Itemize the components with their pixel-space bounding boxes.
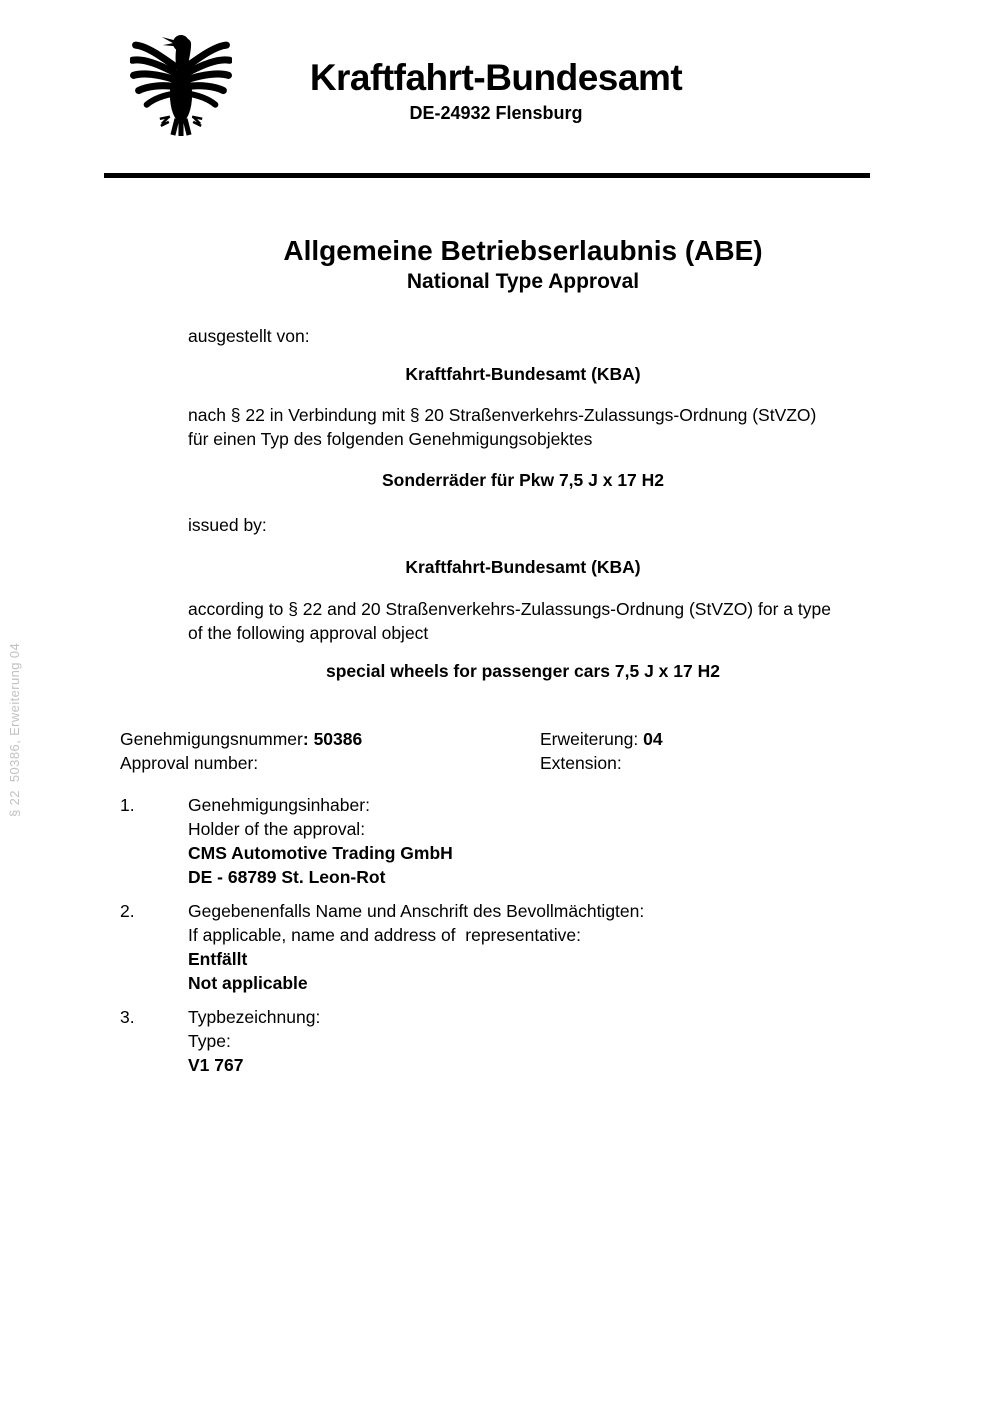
issuer-name-en: Kraftfahrt-Bundesamt (KBA): [405, 557, 641, 577]
federal-eagle-icon: [130, 32, 232, 140]
extension-label-en: Extension:: [540, 753, 622, 773]
agency-name: Kraftfahrt-Bundesamt: [309, 57, 683, 98]
vertical-reference-text: § 22 50386, Erweiterung 04: [7, 642, 22, 817]
item-number: 3.: [120, 1007, 135, 1027]
approval-object-de: Sonderräder für Pkw 7,5 J x 17 H2: [381, 470, 665, 490]
item-label-en: Holder of the approval:: [188, 819, 366, 839]
extension-line: [540, 727, 663, 751]
legal-basis-de-line2: für einen Typ des folgenden Genehmigungsobjektes: [188, 429, 593, 449]
item-label-en: If applicable, name and address of representative:: [188, 925, 582, 945]
approval-number-line: [120, 727, 362, 751]
header-text-block: [246, 57, 746, 124]
agency-location: DE-24932 Flensburg: [409, 103, 583, 123]
issuer-name-de: Kraftfahrt-Bundesamt (KBA): [405, 364, 641, 384]
item-value: Entfällt: [188, 949, 248, 969]
approval-number-block: [120, 727, 362, 775]
legal-basis-en: [188, 597, 831, 645]
item-number: 1.: [120, 795, 135, 815]
legal-basis-en-line1: according to § 22 and 20 Straßenverkehrs-Zulassungs-Ordnung (StVZO) for a type: [188, 599, 831, 619]
legal-basis-de: [188, 403, 816, 451]
extension-value: 04: [643, 729, 663, 749]
item-label-de: Genehmigungsinhaber:: [188, 795, 370, 815]
item-value: Not applicable: [188, 973, 308, 993]
issued-by-label-de: ausgestellt von:: [188, 326, 310, 346]
item-label-de: Typbezeichnung:: [188, 1007, 321, 1027]
approval-number-value: : 50386: [302, 729, 363, 749]
approval-number-label-en: Approval number:: [120, 753, 259, 773]
item-label-de: Gegebenenfalls Name und Anschrift des Bevollmächtigten:: [188, 901, 645, 921]
item-value: V1 767: [188, 1055, 244, 1075]
legal-basis-de-line1: nach § 22 in Verbindung mit § 20 Straßenverkehrs-Zulassungs-Ordnung (StVZO): [188, 405, 817, 425]
extension-label-de: Erweiterung:: [540, 729, 644, 749]
item-label-en: Type:: [188, 1031, 231, 1051]
approval-object-en: special wheels for passenger cars 7,5 J x 17 H2: [326, 661, 720, 681]
item-value: CMS Automotive Trading GmbH: [188, 843, 453, 863]
approval-number-label-de: Genehmigungsnummer: [120, 729, 303, 749]
item-number: 2.: [120, 901, 135, 921]
header-divider-rule: [104, 173, 870, 178]
document-title-de: Allgemeine Betriebserlaubnis (ABE): [283, 235, 763, 266]
issued-by-label-en: issued by:: [188, 515, 267, 535]
extension-block: [540, 727, 663, 775]
legal-basis-en-line2: of the following approval object: [188, 623, 429, 643]
item-value: DE - 68789 St. Leon-Rot: [188, 867, 386, 887]
document-title-en: National Type Approval: [406, 270, 640, 293]
